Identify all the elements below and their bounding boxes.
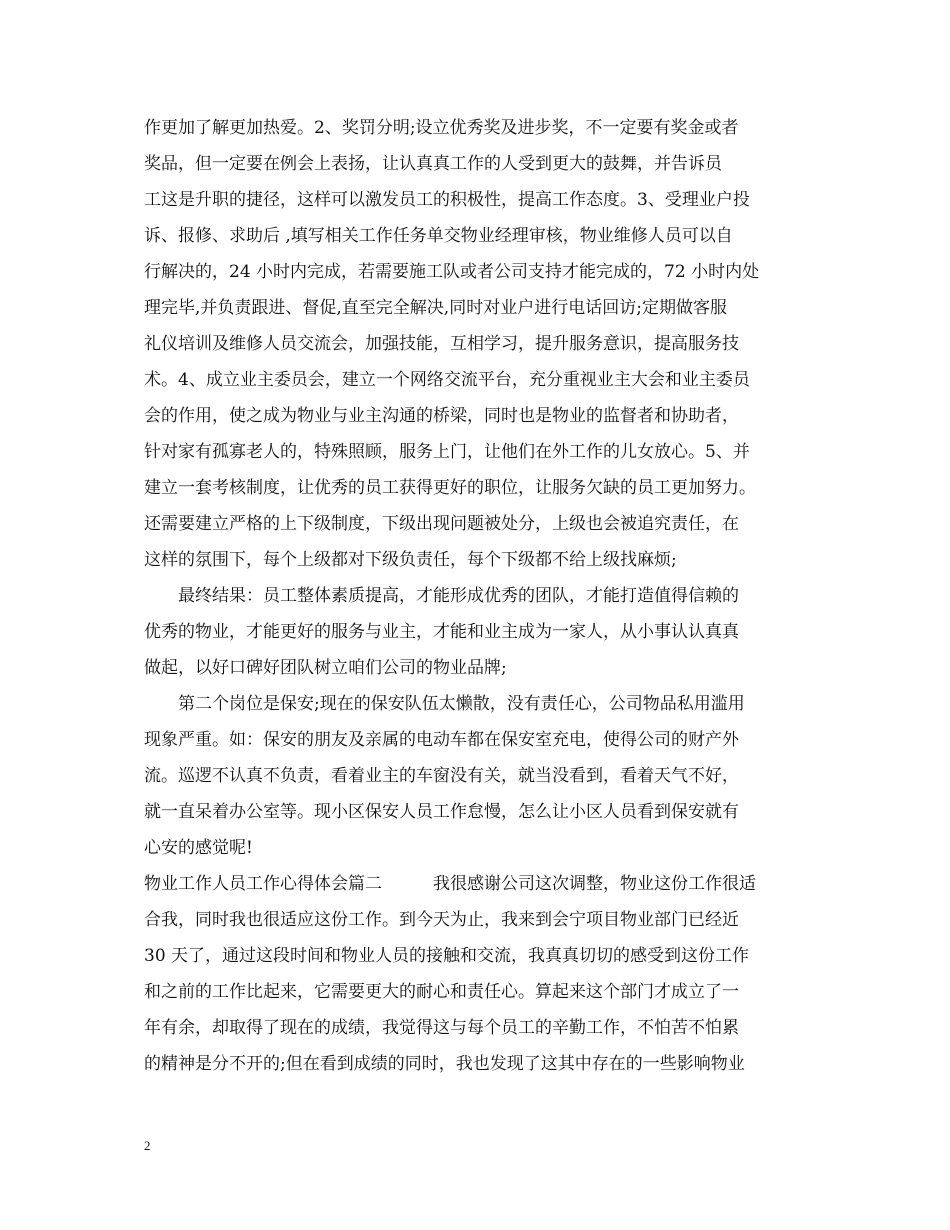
page-number: 2 (144, 1138, 151, 1153)
text-line: 和之前的工作比起来，它需要更大的耐心和责任心。算起来这个部门才成立了一 (144, 982, 739, 1002)
text-line: 诉、报修、求助后 ,填写相关工作任务单交物业经理审核，物业维修人员可以自 (144, 226, 733, 246)
text-line: 的精神是分不开的;但在看到成绩的同时，我也发现了这其中存在的一些影响物业 (144, 1054, 745, 1074)
text-line: 术。4、成立业主委员会，建立一个网络交流平台，充分重视业主大会和业主委员 (144, 370, 750, 390)
paragraph-first-line: 最终结果：员工整体素质提高，才能形成优秀的团队，才能打造值得信赖的 (178, 586, 739, 606)
text-line: 奖品，但一定要在例会上表扬，让认真真工作的人受到更大的鼓舞，并告诉员 (144, 154, 722, 174)
text-line: 就一直呆着办公室等。现小区保安人员工作怠慢，怎么让小区人员看到保安就有 (144, 802, 739, 822)
text-line: 建立一套考核制度，让优秀的员工获得更好的职位，让服务欠缺的员工更加努力。 (144, 478, 756, 498)
text-line: 合我，同时我也很适应这份工作。到今天为止，我来到会宁项目物业部门已经近 (144, 910, 739, 930)
paragraph-first-line: 第二个岗位是保安;现在的保安队伍太懒散，没有责任心，公司物品私用滥用 (178, 694, 745, 714)
text-line: 做起，以好口碑好团队树立咱们公司的物业品牌; (144, 658, 507, 678)
text-line: 理完毕,并负责跟进、督促,直至完全解决,同时对业户进行电话回访;定期做客服 (144, 298, 727, 318)
text-line: 礼仪培训及维修人员交流会，加强技能，互相学习，提升服务意识，提高服务技 (144, 334, 739, 354)
text-line: 还需要建立严格的上下级制度，下级出现问题被处分，上级也会被追究责任，在 (144, 514, 739, 534)
text-line: 30 天了，通过这段时间和物业人员的接触和交流，我真真切切的感受到这份工作 (144, 946, 750, 966)
text-line: 心安的感觉呢! (144, 838, 253, 858)
text-line: 作更加了解更加热爱。2、奖罚分明;设立优秀奖及进步奖，不一定要有奖金或者 (144, 118, 739, 138)
text-line: 这样的氛围下，每个上级都对下级负责任，每个下级都不给上级找麻烦; (144, 550, 677, 570)
text-line: 针对家有孤寡老人的，特殊照顾，服务上门，让他们在外工作的儿女放心。5、并 (144, 442, 750, 462)
text-line: 流。巡逻不认真不负责，看着业主的车窗没有关，就当没看到，看着天气不好， (144, 766, 739, 786)
text-line: 工这是升职的捷径，这样可以激发员工的积极性，提高工作态度。3、受理业户投 (144, 190, 750, 210)
text-line: 行解决的，24 小时内完成，若需要施工队或者公司支持才能完成的，72 小时内处 (144, 262, 760, 282)
text-line: 优秀的物业，才能更好的服务与业主，才能和业主成为一家人，从小事认认真真 (144, 622, 739, 642)
text-line: 现象严重。如：保安的朋友及亲属的电动车都在保安室充电，使得公司的财产外 (144, 730, 739, 750)
section-heading-line: 物业工作人员工作心得体会篇二 我很感谢公司这次调整，物业这份工作很适 (144, 874, 756, 894)
text-line: 年有余，却取得了现在的成绩，我觉得这与每个员工的辛勤工作，不怕苦不怕累 (144, 1018, 739, 1038)
text-line: 会的作用，使之成为物业与业主沟通的桥梁，同时也是物业的监督者和协助者， (144, 406, 739, 426)
